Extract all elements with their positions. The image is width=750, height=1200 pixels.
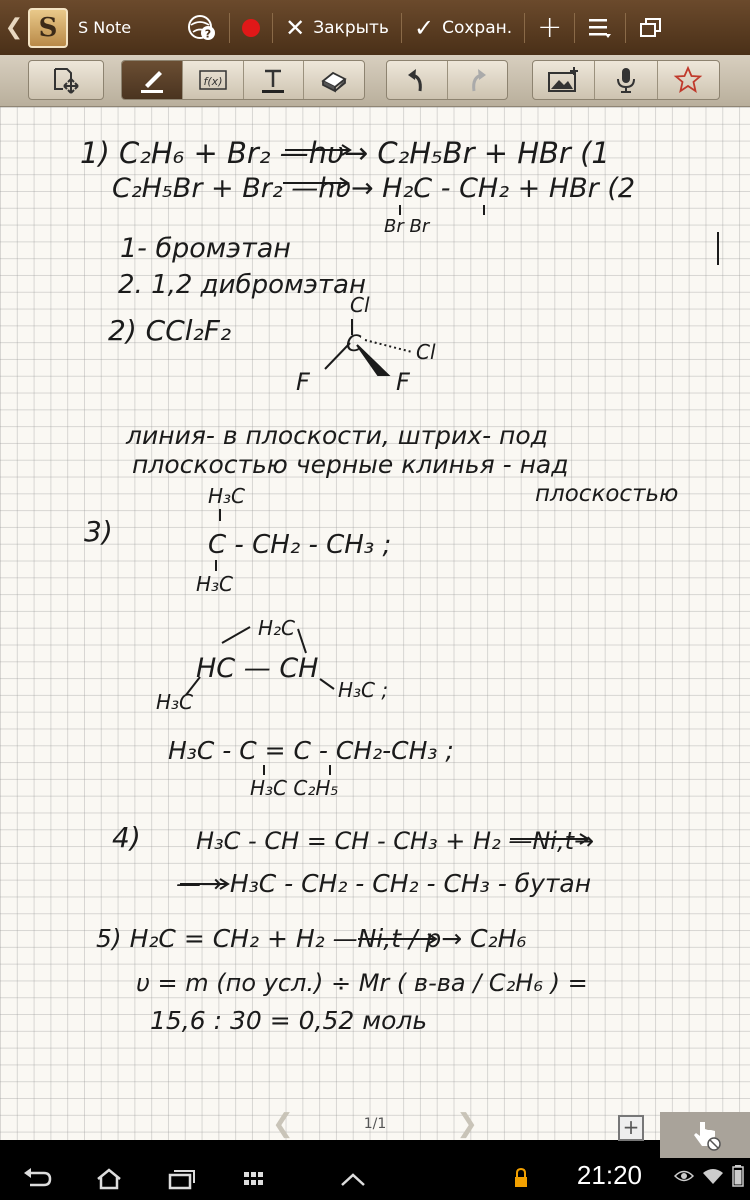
status-icons (674, 1165, 744, 1187)
note-line: 5) H₂C = CH₂ + H₂ —Ni,t / p→ C₂H₆ (96, 924, 527, 953)
insert-group (532, 60, 720, 100)
note-line: H₃C (208, 484, 246, 508)
formula-icon (196, 65, 230, 95)
note-line: 3) (84, 515, 113, 548)
add-page-icon[interactable]: + (618, 1115, 644, 1141)
action-bar (0, 0, 750, 55)
history-group (386, 60, 508, 100)
prev-page-icon[interactable]: ❮ (271, 1109, 294, 1139)
favorite-button[interactable] (657, 61, 719, 99)
battery-icon (732, 1165, 744, 1187)
note-line: H₃C C₂H₅ (250, 776, 339, 800)
note-line: H₂C (258, 616, 296, 640)
nav-app-drawer-button[interactable] (218, 1158, 288, 1200)
note-line: плоскостью (535, 481, 679, 507)
formula-mode-button[interactable] (182, 61, 243, 99)
note-line: F (296, 368, 310, 396)
selection-mode-button[interactable] (28, 60, 104, 100)
note-line: 2) CCl₂F₂ (108, 314, 232, 347)
handwriting-layer (0, 107, 750, 1140)
voice-record-button[interactable] (594, 61, 656, 99)
note-line: Br Br (384, 216, 430, 237)
note-line: C₂H₅Br + Br₂ —hυ→ H₂C - CH₂ + HBr (2 (112, 173, 636, 204)
pen-only-mode-button[interactable] (660, 1112, 750, 1158)
nav-recent-apps-button[interactable] (146, 1158, 216, 1200)
voice-icon (611, 65, 641, 95)
back-icon[interactable]: ❮ (4, 15, 24, 40)
svg-text:f(x): f(x) (203, 75, 223, 88)
undo-icon (402, 65, 432, 95)
insert-image-button[interactable] (533, 61, 594, 99)
close-icon: ✕ (285, 13, 306, 42)
note-line: 15,6 : 30 = 0,52 моль (150, 1006, 428, 1035)
insert-image-icon (546, 65, 582, 95)
note-line: C (346, 332, 362, 357)
input-mode-group (121, 60, 365, 100)
text-icon (256, 65, 290, 95)
note-line: H₃C (156, 690, 194, 714)
select-move-icon (49, 65, 83, 95)
add-page-button[interactable] (525, 0, 574, 55)
note-line: F (396, 368, 410, 396)
eye-icon (674, 1168, 694, 1184)
note-line: H₃C - C = C - CH₂-CH₃ ; (168, 736, 454, 765)
back-arrow-icon (20, 1167, 54, 1191)
plus-icon: + (537, 10, 563, 45)
eraser-mode-button[interactable] (303, 61, 364, 99)
redo-icon (462, 65, 492, 95)
undo-button[interactable] (387, 61, 447, 99)
record-icon (242, 19, 260, 37)
note-line: υ = m (по усл.) ÷ Mr ( в-ва / C₂H₆ ) = (136, 969, 588, 997)
page-navigator (0, 1108, 750, 1140)
snote-app-icon[interactable]: S (28, 8, 68, 48)
eraser-icon (317, 65, 351, 95)
note-line: Cl (350, 293, 370, 317)
nav-back-button[interactable] (2, 1158, 72, 1200)
next-page-icon[interactable]: ❯ (456, 1109, 479, 1139)
pen-mode-button[interactable] (122, 61, 182, 99)
note-canvas[interactable] (0, 107, 750, 1140)
redo-button[interactable] (447, 61, 508, 99)
multi-window-icon (638, 16, 664, 40)
note-line: H₃C ; (338, 678, 389, 702)
note-line: H₃C - CH = CH - CH₃ + H₂ —Ni,t→ (196, 827, 595, 855)
page-indicator: 1/1 (363, 1116, 387, 1132)
window-mode-button[interactable] (626, 0, 676, 55)
grid-icon (238, 1167, 268, 1191)
pen-toolbar (0, 55, 750, 107)
note-line: 1) C₂H₆ + Br₂ —hυ→ C₂H₅Br + HBr (1 (80, 136, 610, 170)
favorite-star-icon (673, 65, 703, 95)
nav-home-button[interactable] (74, 1158, 144, 1200)
note-line: C - CH₂ - CH₃ ; (208, 530, 392, 560)
note-line: плоскостью черные клинья - над (132, 450, 569, 479)
note-line: линия- в плоскости, штрих- под (126, 421, 548, 450)
note-line: —→ H₃C - CH₂ - CH₂ - CH₃ - бутан (176, 869, 592, 898)
checkmark-icon: ✓ (413, 13, 435, 42)
app-title: S Note (78, 18, 132, 37)
menu-button[interactable] (575, 0, 625, 55)
note-line: 2. 1,2 дибромэтан (118, 270, 366, 300)
wifi-icon (702, 1167, 724, 1185)
nav-more-button[interactable] (318, 1158, 388, 1200)
svg-text:?: ? (204, 27, 212, 40)
chevron-up-icon (336, 1167, 370, 1191)
globe-help-icon (187, 13, 217, 43)
recent-apps-icon (164, 1167, 198, 1191)
note-line: 4) (112, 821, 141, 854)
note-line: 1- бромэтан (120, 233, 291, 264)
hand-pointer-icon (688, 1118, 722, 1152)
pen-icon (135, 65, 169, 95)
close-label: Закрыть (313, 17, 389, 38)
record-button[interactable] (230, 0, 272, 55)
list-menu-icon (587, 16, 613, 40)
note-line: Cl (416, 340, 436, 364)
home-icon (92, 1167, 126, 1191)
note-text (80, 136, 678, 1035)
sync-help-button[interactable] (175, 0, 229, 55)
status-clock: 21:20 (576, 1160, 642, 1190)
note-line: H₃C (196, 572, 234, 596)
note-line: HC — CH (196, 653, 319, 684)
save-label: Сохран. (442, 17, 513, 38)
text-mode-button[interactable] (243, 61, 304, 99)
save-button[interactable] (402, 0, 524, 55)
close-button[interactable] (273, 0, 401, 55)
lock-icon (513, 1167, 529, 1189)
